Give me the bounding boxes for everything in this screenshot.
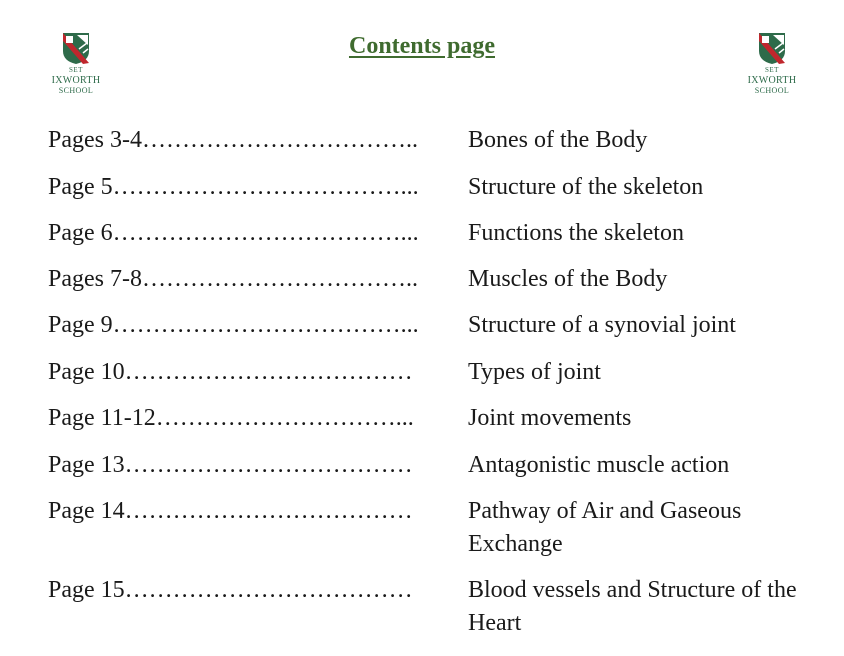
logo-name-text: IXWORTH bbox=[51, 75, 101, 86]
logo-set-text: SET bbox=[765, 66, 779, 74]
contents-entry bbox=[48, 402, 818, 435]
entry-page-ref: Pages 3-4…………………………….. bbox=[48, 127, 418, 153]
entry-topic: Structure of the skeleton bbox=[468, 174, 704, 200]
logo-school-text: SCHOOL bbox=[754, 86, 790, 95]
school-logo-right bbox=[742, 31, 802, 95]
contents-entry bbox=[48, 217, 818, 250]
entry-topic: Antagonistic muscle action bbox=[468, 452, 730, 478]
entry-topic: Blood vessels and Structure of the Heart bbox=[468, 577, 797, 636]
contents-entry bbox=[48, 124, 818, 157]
entry-topic: Structure of a synovial joint bbox=[468, 312, 736, 338]
entry-topic: Joint movements bbox=[468, 405, 632, 431]
contents-entry bbox=[48, 171, 818, 204]
entry-topic: Types of joint bbox=[468, 359, 601, 385]
contents-entry bbox=[48, 309, 818, 342]
entry-topic: Pathway of Air and Gaseous Exchange bbox=[468, 498, 742, 557]
contents-entry bbox=[48, 449, 818, 482]
entry-topic: Bones of the Body bbox=[468, 127, 648, 153]
contents-entry bbox=[48, 495, 818, 561]
entry-page-ref: Page 13……………………………… bbox=[48, 452, 413, 478]
entry-topic: Muscles of the Body bbox=[468, 266, 668, 292]
entry-page-ref: Pages 7-8…………………………….. bbox=[48, 266, 418, 292]
contents-list bbox=[48, 124, 818, 640]
logo-school-text: SCHOOL bbox=[58, 86, 94, 95]
contents-entry bbox=[48, 574, 818, 640]
contents-entry bbox=[48, 356, 818, 389]
entry-page-ref: Page 6………………………………... bbox=[48, 220, 419, 246]
entry-topic: Functions the skeleton bbox=[468, 220, 684, 246]
entry-page-ref: Page 11-12…………………………... bbox=[48, 405, 414, 431]
logo-set-text: SET bbox=[69, 66, 83, 74]
contents-entry bbox=[48, 263, 818, 296]
entry-page-ref: Page 10……………………………… bbox=[48, 359, 413, 385]
entry-page-ref: Page 14……………………………… bbox=[48, 498, 413, 524]
entry-page-ref: Page 15……………………………… bbox=[48, 577, 413, 603]
entry-page-ref: Page 9………………………………... bbox=[48, 312, 419, 338]
school-crest-icon bbox=[757, 31, 787, 65]
page-title: Contents page bbox=[348, 33, 495, 59]
logo-name-text: IXWORTH bbox=[747, 75, 797, 86]
entry-page-ref: Page 5………………………………... bbox=[48, 174, 419, 200]
